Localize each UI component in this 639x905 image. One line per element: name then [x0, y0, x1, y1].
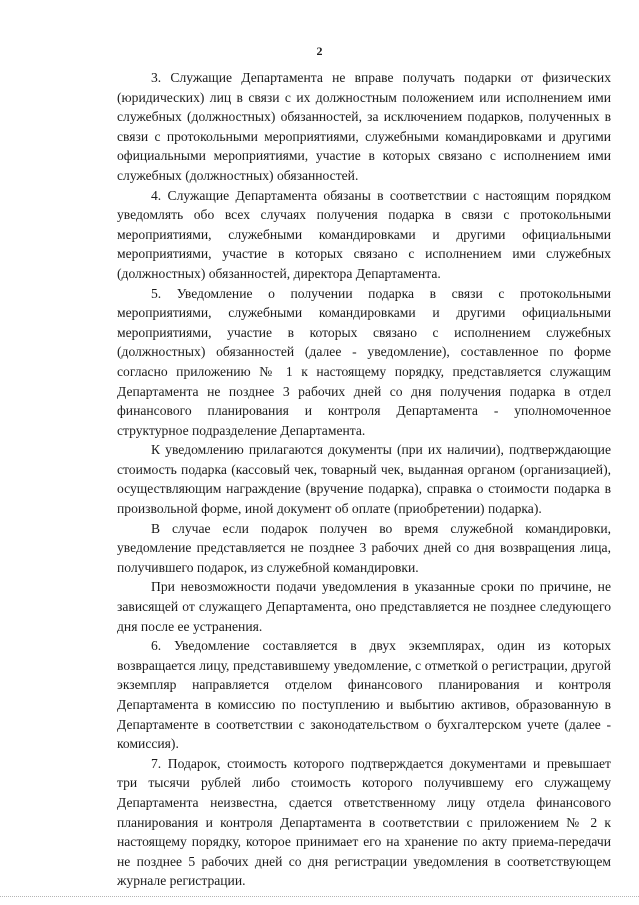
paragraph-7: 7. Подарок, стоимость которого подтверждается документами и превышает три тысячи рублей либо стоимость которого получившему его служащему Департамента неизвестна, сдается ответственному лицу отдела финансового планирования и контроля Департамента в соответствии с приложением № 2 к настоящему порядку, которое принимает его на хранение по акту приема-передачи не позднее 5 рабочих дней со дня регистрации уведомления в соответствующем журнале регистрации.: [117, 755, 611, 889]
paragraph-5-business-trip: В случае если подарок получен во время служебной командировки, уведомление представляется не позднее 3 рабочих дней со дня возвращения лица, получившего подарок, из служебной командировки.: [117, 520, 611, 575]
paragraph-5: 5. Уведомление о получении подарка в связи с протокольными мероприятиями, служебными командировками и другими официальными мероприятиями, участие в которых связано с исполнением служебных (должностных) обязанностей (далее - уведомление), составленное по форме согласно приложению № 1 к настоящему порядку, представляется служащим Департамента не позднее 3 рабочих дней со дня получения подарка в отдел финансового планирования и контроля Департамента - уполномоченное структурное подразделение Департамента.: [117, 285, 611, 438]
paragraph-5-impossibility: При невозможности подачи уведомления в указанные сроки по причине, не зависящей от служащего Департамента, оно представляется не позднее следующего дня после ее устранения.: [117, 579, 611, 634]
paragraph-3: 3. Служащие Департамента не вправе получать подарки от физических (юридических) лиц в связи с их должностным положением или исполнением ими служебных (должностных) обязанностей, за исключением подарков, полученных в связи с протокольными мероприятиями, служебными командировками и другими официальными мероприятиями, участие в которых связано с исполнением ими служебных (должностных) обязанностей.: [117, 70, 611, 183]
document-body: [117, 68, 611, 891]
scan-bottom-edge: [0, 896, 639, 897]
paragraph-4: 4. Служащие Департамента обязаны в соответствии с настоящим порядком уведомлять обо всех случаях получения подарка в связи с протокольными мероприятиями, служебными командировками и другими официальными мероприятиями, участие в которых связано с исполнением ими служебных (должностных) обязанностей, директора Департамента.: [117, 187, 611, 281]
paragraph-5-attachments: К уведомлению прилагаются документы (при их наличии), подтверждающие стоимость подарка (кассовый чек, товарный чек, выданная органом (организацией), осуществляющим награждение (вручение подарка), справка о стоимости подарка в произвольной форме, иной документ об оплате (приобретении) подарка).: [117, 442, 611, 517]
page-number: 2: [316, 44, 323, 58]
paragraph-6: 6. Уведомление составляется в двух экземплярах, один из которых возвращается лицу, представившему уведомление, с отметкой о регистрации, другой экземпляр направляется отделом финансового планирования и контроля Департамента в комиссию по поступлению и выбытию активов, образованную в Департаменте в соответствии с законодательством о бухгалтерском учете (далее - комиссия).: [117, 638, 611, 752]
